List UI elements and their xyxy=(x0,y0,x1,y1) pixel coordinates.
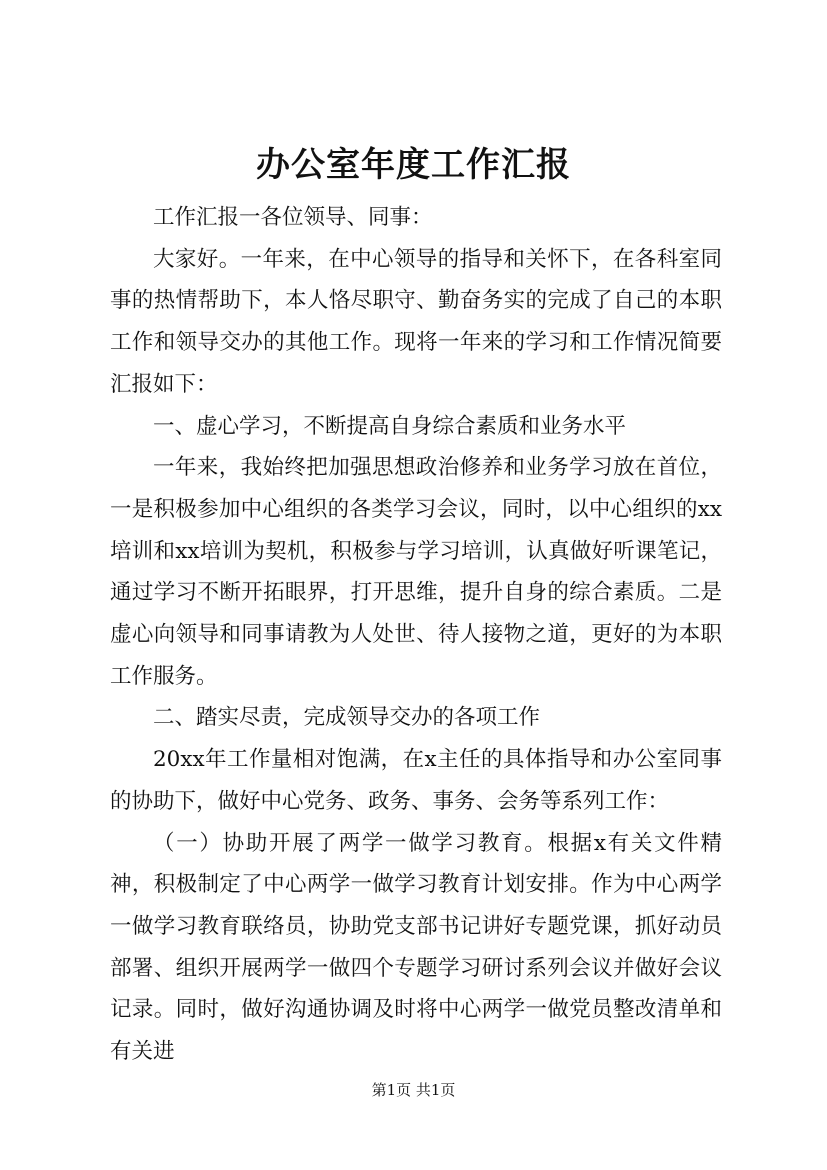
section-heading-1: 一、虚心学习，不断提高自身综合素质和业务水平 xyxy=(153,413,627,439)
paragraph-intro: 大家好。一年来，在中心领导的指导和关怀下，在各科室同事的热情帮助下，本人恪尽职守、勤奋务实的完成了自己的本职工作和领导交办的其他工作。现将一年来的学习和工作情况简要汇报如下： xyxy=(110,246,722,397)
paragraph-greeting: 工作汇报一各位领导、同事： xyxy=(153,205,433,230)
paragraph-item-1: （一）协助开展了两学一做学习教育。根据x有关文件精神，积极制定了中心两学一做学习教育计划安排。作为中心两学一做学习教育联络员，协助党支部书记讲好专题党课，抓好动员部署、组织开展两学一做四个专题学习研讨系列会议并做好会议记录。同时，做好沟通协调及时将中心两学一做党员整改清单和有关进 xyxy=(110,830,722,1065)
paragraph-study: 一年来，我始终把加强思想政治修养和业务学习放在首位，一是积极参加中心组织的各类学习会议，同时，以中心组织的xx培训和xx培训为契机，积极参与学习培训，认真做好听课笔记，通过学习不断开拓眼界，打开思维，提升自身的综合素质。二是虚心向领导和同事请教为人处世、待人接物之道，更好的为本职工作服务。 xyxy=(110,455,722,689)
document-title: 办公室年度工作汇报 xyxy=(256,145,571,185)
document-body xyxy=(110,197,722,1073)
section-heading-2: 二、踏实尽责，完成领导交办的各项工作 xyxy=(153,705,541,731)
page-footer: 第1页 共1页 xyxy=(371,1081,456,1099)
paragraph-workload: 20xx年工作量相对饱满，在x主任的具体指导和办公室同事的协助下，做好中心党务、政务、事务、会务等系列工作： xyxy=(110,747,722,814)
